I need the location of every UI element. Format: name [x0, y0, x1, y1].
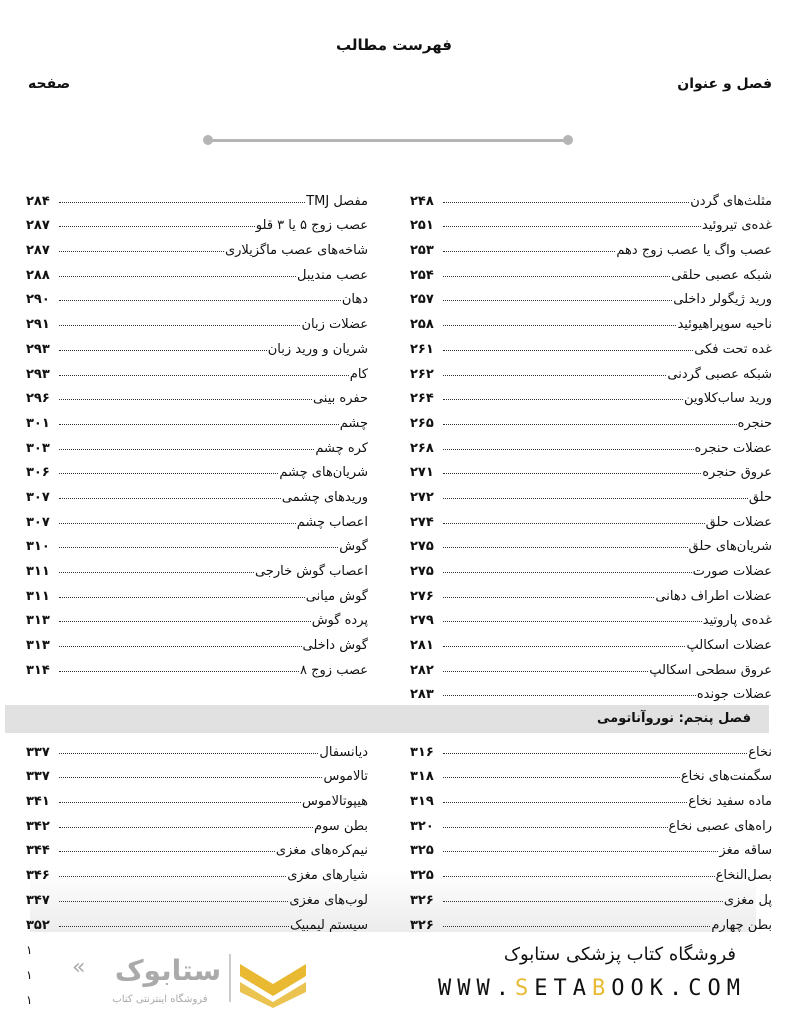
entry-page-number: ۳۵۲ — [26, 917, 50, 933]
entry-title: شریان‌های حلق — [688, 539, 772, 555]
entry-title: چشم — [339, 415, 368, 431]
toc-entry[interactable] — [26, 505, 368, 530]
entry-page-number: ۳۱۳ — [26, 613, 50, 629]
entry-title: حلق — [748, 489, 772, 505]
entry-page-number: ۲۵۸ — [410, 317, 434, 333]
entry-page-number: ۳۴۷ — [26, 892, 50, 908]
toc-entry[interactable] — [26, 604, 368, 629]
entry-page-number: ۲۶۱ — [410, 341, 434, 357]
entry-title: عضلات زبان — [301, 317, 368, 333]
toc-entry[interactable] — [26, 233, 368, 258]
entry-page-number: ۳۱۸ — [410, 769, 434, 785]
dot-leader — [59, 226, 255, 227]
entry-title: هیپوتالاموس — [302, 794, 368, 810]
entry-title: شریان‌های چشم — [279, 465, 368, 481]
entry-page-number: ۲۵۳ — [410, 243, 434, 259]
entry-title: حنجره — [737, 415, 772, 431]
toc-entry[interactable] — [410, 628, 772, 653]
dot-leader — [443, 449, 694, 450]
entry-title: شاخه‌های عصب ماگزیلاری — [224, 243, 368, 259]
entry-title: عصب زوج ۸ — [300, 662, 368, 678]
dot-leader — [443, 424, 737, 425]
entry-page-number: ۳۴۲ — [26, 818, 50, 834]
ch4-left-column — [26, 184, 368, 678]
entry-title: اعصاب گوش خارجی — [254, 564, 368, 579]
entry-title: ماده سفید نخاع — [688, 794, 772, 810]
toc-entry[interactable] — [26, 480, 368, 505]
dot-leader — [59, 498, 281, 499]
dot-leader — [59, 449, 314, 450]
toc-title: فهرست مطالب — [336, 36, 452, 54]
store-name: فروشگاه کتاب پزشکی ستابوک — [503, 944, 736, 965]
decorative-divider — [208, 139, 568, 142]
entry-title: ناحیه سوپراهیوئید — [677, 317, 772, 333]
toc-entry[interactable] — [410, 209, 772, 234]
toc-entry[interactable] — [26, 456, 368, 481]
entry-page-number: ۳۲۶ — [410, 917, 434, 933]
dot-leader — [59, 827, 313, 828]
toc-entry[interactable] — [26, 258, 368, 283]
partial-number: ۱ — [26, 993, 33, 1007]
dot-leader — [59, 523, 296, 524]
dot-leader — [443, 325, 676, 326]
dot-leader — [59, 202, 305, 203]
entry-title: غده‌ی تیروئید — [701, 218, 772, 234]
entry-title: ورید ساب‌کلاوین — [684, 391, 772, 407]
dot-leader — [443, 753, 747, 754]
entry-title: کره چشم — [315, 440, 368, 456]
toc-entry[interactable] — [26, 184, 368, 209]
toc-entry[interactable] — [410, 604, 772, 629]
entry-title: شیارهای مغزی — [287, 868, 368, 884]
entry-title: عضلات اطراف دهانی — [655, 588, 772, 604]
url-part: ETA — [534, 976, 593, 1001]
toc-entry[interactable] — [26, 908, 368, 933]
entry-page-number: ۳۱۴ — [26, 662, 50, 678]
dot-leader — [59, 646, 302, 647]
dot-leader — [443, 777, 680, 778]
dot-leader — [443, 827, 668, 828]
divider-dot — [563, 135, 573, 145]
dot-leader — [59, 777, 322, 778]
store-url — [438, 976, 746, 1001]
url-accent: S — [515, 976, 535, 1001]
toc-entry[interactable] — [410, 406, 772, 431]
toc-entry[interactable] — [26, 406, 368, 431]
entry-page-number: ۲۷۶ — [410, 588, 434, 604]
entry-page-number: ۲۸۱ — [410, 638, 434, 654]
entry-title: غده تحت فکی — [694, 341, 772, 357]
chapter-title-column-label: فصل و عنوان — [677, 76, 772, 92]
partial-number: ۱ — [26, 968, 33, 982]
divider-dot — [203, 135, 213, 145]
toc-entry[interactable] — [26, 283, 368, 308]
logo-icon — [68, 942, 308, 1008]
entry-title: شبکه عصبی حلقی — [671, 267, 772, 283]
entry-page-number: ۳۲۵ — [410, 868, 434, 884]
dot-leader — [443, 901, 723, 902]
svg-text:ستابوک: ستابوک — [114, 954, 222, 987]
dot-leader — [59, 851, 275, 852]
entry-title: شبکه عصبی گردنی — [667, 366, 772, 382]
dot-leader — [443, 276, 670, 277]
dot-leader — [443, 498, 748, 499]
entry-title: گوش داخلی — [302, 638, 368, 654]
toc-entry[interactable] — [410, 530, 772, 555]
toc-entry[interactable] — [410, 233, 772, 258]
dot-leader — [443, 547, 688, 548]
entry-page-number: ۳۰۶ — [26, 465, 50, 481]
dot-leader — [59, 597, 305, 598]
dot-leader — [59, 753, 318, 754]
entry-page-number: ۳۱۹ — [410, 794, 434, 810]
toc-entry[interactable] — [410, 678, 772, 703]
dot-leader — [59, 901, 288, 902]
entry-page-number: ۲۷۵ — [410, 539, 434, 555]
toc-entry[interactable] — [410, 653, 772, 678]
entry-title: غده‌ی پاروتید — [702, 613, 772, 629]
ch4-right-column — [410, 184, 772, 702]
dot-leader — [59, 473, 278, 474]
entry-title: ساقه مغز — [719, 843, 772, 859]
entry-title: عضلات صورت — [692, 564, 772, 579]
entry-title: عصب زوج ۵ یا ۳ قلو — [255, 218, 368, 234]
toc-entry[interactable] — [410, 456, 772, 481]
entry-page-number: ۳۰۷ — [26, 514, 50, 530]
entry-page-number: ۲۹۰ — [26, 292, 50, 308]
entry-page-number: ۲۸۷ — [26, 218, 50, 234]
entry-title: سگمنت‌های نخاع — [680, 769, 772, 785]
entry-page-number: ۲۵۱ — [410, 218, 434, 234]
toc-entry[interactable] — [410, 431, 772, 456]
toc-entry[interactable] — [410, 809, 772, 834]
dot-leader — [443, 671, 648, 672]
entry-title: عضلات اسکالپ — [686, 638, 772, 654]
entry-page-number: ۳۲۶ — [410, 892, 434, 908]
toc-entry[interactable] — [26, 628, 368, 653]
dot-leader — [59, 300, 341, 301]
dot-leader — [443, 597, 654, 598]
partial-number: ۱ — [26, 943, 33, 957]
toc-entry[interactable] — [410, 760, 772, 785]
entry-title: عروق سطحی اسکالپ — [649, 662, 772, 678]
dot-leader — [59, 350, 267, 351]
toc-entry[interactable] — [26, 554, 368, 579]
dot-leader — [59, 547, 338, 548]
entry-title: کام — [349, 366, 368, 382]
entry-title: عصب مندیبل — [296, 267, 368, 283]
entry-page-number: ۲۷۱ — [410, 465, 434, 481]
dot-leader — [443, 226, 701, 227]
toc-entry[interactable] — [26, 382, 368, 407]
entry-page-number: ۳۰۳ — [26, 440, 50, 456]
entry-page-number: ۲۴۸ — [410, 193, 434, 209]
entry-title: بطن چهارم — [711, 917, 772, 933]
entry-page-number: ۲۸۴ — [26, 193, 50, 209]
chapter-heading: فصل پنجم: نوروآناتومی — [597, 711, 751, 726]
url-part: WWW. — [438, 976, 516, 1001]
dot-leader — [443, 375, 666, 376]
entry-page-number: ۳۴۴ — [26, 843, 50, 859]
toc-entry[interactable] — [410, 579, 772, 604]
entry-title: دهان — [341, 292, 368, 308]
toc-entry[interactable] — [26, 809, 368, 834]
entry-page-number: ۳۲۰ — [410, 818, 434, 834]
partial-numbers — [26, 938, 32, 1013]
entry-title: اعصاب چشم — [296, 514, 368, 530]
dot-leader — [443, 926, 710, 927]
dot-leader — [443, 300, 672, 301]
entry-page-number: ۳۱۳ — [26, 638, 50, 654]
entry-page-number: ۲۸۳ — [410, 687, 434, 703]
toc-entry[interactable] — [410, 332, 772, 357]
toc-entry[interactable] — [26, 307, 368, 332]
toc-entry[interactable] — [26, 858, 368, 883]
dot-leader — [59, 621, 311, 622]
entry-page-number: ۳۲۵ — [410, 843, 434, 859]
toc-entry[interactable] — [410, 784, 772, 809]
entry-page-number: ۲۵۷ — [410, 292, 434, 308]
toc-entry[interactable] — [26, 834, 368, 859]
toc-entry[interactable] — [26, 760, 368, 785]
entry-title: عضلات حلق — [705, 514, 772, 530]
entry-page-number: ۳۴۱ — [26, 794, 50, 810]
svg-text:«: « — [72, 955, 86, 980]
entry-title: پرده گوش — [311, 613, 368, 629]
entry-page-number: ۲۶۵ — [410, 415, 434, 431]
toc-entry[interactable] — [410, 283, 772, 308]
dot-leader — [443, 473, 701, 474]
toc-entry[interactable] — [410, 480, 772, 505]
entry-page-number: ۲۷۲ — [410, 489, 434, 505]
entry-title: عضلات جونده — [696, 687, 772, 703]
entry-title: دیانسفال — [319, 744, 368, 760]
url-accent: B — [592, 976, 612, 1001]
entry-title: گوش میانی — [305, 588, 368, 604]
entry-page-number: ۳۴۶ — [26, 868, 50, 884]
toc-entry[interactable] — [410, 908, 772, 933]
toc-entry[interactable] — [26, 431, 368, 456]
toc-entry[interactable] — [410, 258, 772, 283]
ch5-right-column — [410, 735, 772, 933]
entry-page-number: ۲۵۴ — [410, 267, 434, 283]
entry-page-number: ۲۸۲ — [410, 662, 434, 678]
svg-text:فروشگاه اینترنتی کتاب: فروشگاه اینترنتی کتاب — [112, 994, 208, 1005]
dot-leader — [443, 802, 687, 803]
toc-entry[interactable] — [26, 735, 368, 760]
entry-title: شریان و ورید زبان — [267, 341, 368, 357]
entry-page-number: ۲۷۴ — [410, 514, 434, 530]
toc-entry[interactable] — [410, 307, 772, 332]
chapter-heading-band — [5, 705, 769, 733]
toc-entry[interactable] — [26, 883, 368, 908]
entry-title: عصب واگ یا عصب زوج دهم — [616, 243, 772, 259]
dot-leader — [59, 572, 254, 573]
dot-leader — [59, 671, 299, 672]
entry-title: راه‌های عصبی نخاع — [668, 818, 772, 834]
toc-entry[interactable] — [26, 332, 368, 357]
entry-page-number: ۳۳۷ — [26, 744, 50, 760]
dot-leader — [443, 399, 683, 400]
entry-title: بطن سوم — [314, 818, 368, 834]
toc-entry[interactable] — [26, 357, 368, 382]
dot-leader — [59, 926, 289, 927]
entry-title: ورید ژیگولر داخلی — [673, 292, 772, 308]
entry-page-number: ۲۷۵ — [410, 564, 434, 579]
entry-title: مفصل TMJ — [306, 193, 368, 209]
entry-title: سیستم لیمبیک — [290, 917, 368, 933]
entry-page-number: ۲۶۴ — [410, 391, 434, 407]
entry-page-number: ۲۹۱ — [26, 317, 50, 333]
toc-entry[interactable] — [26, 530, 368, 555]
entry-page-number: ۲۶۸ — [410, 440, 434, 456]
dot-leader — [443, 202, 689, 203]
entry-title: عضلات حنجره — [694, 440, 772, 456]
dot-leader — [443, 572, 692, 573]
dot-leader — [443, 621, 702, 622]
toc-entry[interactable] — [410, 184, 772, 209]
dot-leader — [59, 251, 224, 252]
entry-title: وریدهای چشمی — [281, 489, 368, 505]
toc-entry[interactable] — [410, 382, 772, 407]
entry-page-number: ۳۱۰ — [26, 539, 50, 555]
dot-leader — [59, 276, 296, 277]
dot-leader — [443, 523, 705, 524]
entry-page-number: ۳۳۷ — [26, 769, 50, 785]
dot-leader — [59, 399, 312, 400]
toc-entry[interactable] — [410, 505, 772, 530]
toc-entry[interactable] — [410, 357, 772, 382]
toc-entry[interactable] — [410, 735, 772, 760]
entry-page-number: ۲۸۷ — [26, 243, 50, 259]
entry-title: پل مغزی — [723, 892, 772, 908]
entry-title: نخاع — [748, 744, 772, 760]
entry-page-number: ۲۶۲ — [410, 366, 434, 382]
entry-title: تالاموس — [323, 769, 368, 785]
toc-entry[interactable] — [26, 579, 368, 604]
page-column-label: صفحه — [28, 76, 71, 92]
entry-title: مثلث‌های گردن — [690, 193, 772, 209]
entry-title: بصل‌النخاع — [715, 868, 772, 884]
toc-entry[interactable] — [26, 209, 368, 234]
entry-page-number: ۳۰۱ — [26, 415, 50, 431]
dot-leader — [59, 375, 349, 376]
toc-entry[interactable] — [410, 554, 772, 579]
toc-entry[interactable] — [410, 883, 772, 908]
dot-leader — [59, 325, 300, 326]
url-part: OOK.COM — [611, 976, 746, 1001]
entry-title: گوش — [339, 539, 368, 555]
entry-page-number: ۲۹۳ — [26, 341, 50, 357]
toc-entry[interactable] — [410, 834, 772, 859]
dot-leader — [443, 646, 685, 647]
toc-entry[interactable] — [410, 858, 772, 883]
dot-leader — [59, 876, 286, 877]
dot-leader — [59, 802, 301, 803]
entry-page-number: ۲۹۳ — [26, 366, 50, 382]
entry-page-number: ۳۱۶ — [410, 744, 434, 760]
ch5-left-column — [26, 735, 368, 933]
dot-leader — [443, 350, 693, 351]
toc-entry[interactable] — [26, 653, 368, 678]
entry-page-number: ۳۱۱ — [26, 588, 50, 604]
setabook-logo — [68, 942, 308, 1008]
entry-title: حفره بینی — [312, 391, 368, 407]
dot-leader — [443, 251, 615, 252]
dot-leader — [59, 424, 339, 425]
entry-page-number: ۳۱۱ — [26, 564, 50, 579]
watermark-banner — [0, 932, 788, 1012]
entry-title: عروق حنجره — [702, 465, 772, 481]
entry-title: نیم‌کره‌های مغزی — [275, 843, 368, 859]
dot-leader — [443, 695, 696, 696]
entry-page-number: ۲۷۹ — [410, 613, 434, 629]
entry-page-number: ۳۰۷ — [26, 489, 50, 505]
dot-leader — [443, 876, 715, 877]
entry-page-number: ۲۹۶ — [26, 391, 50, 407]
dot-leader — [443, 851, 718, 852]
entry-title: لوب‌های مغزی — [289, 892, 368, 908]
toc-entry[interactable] — [26, 784, 368, 809]
entry-page-number: ۲۸۸ — [26, 267, 50, 283]
